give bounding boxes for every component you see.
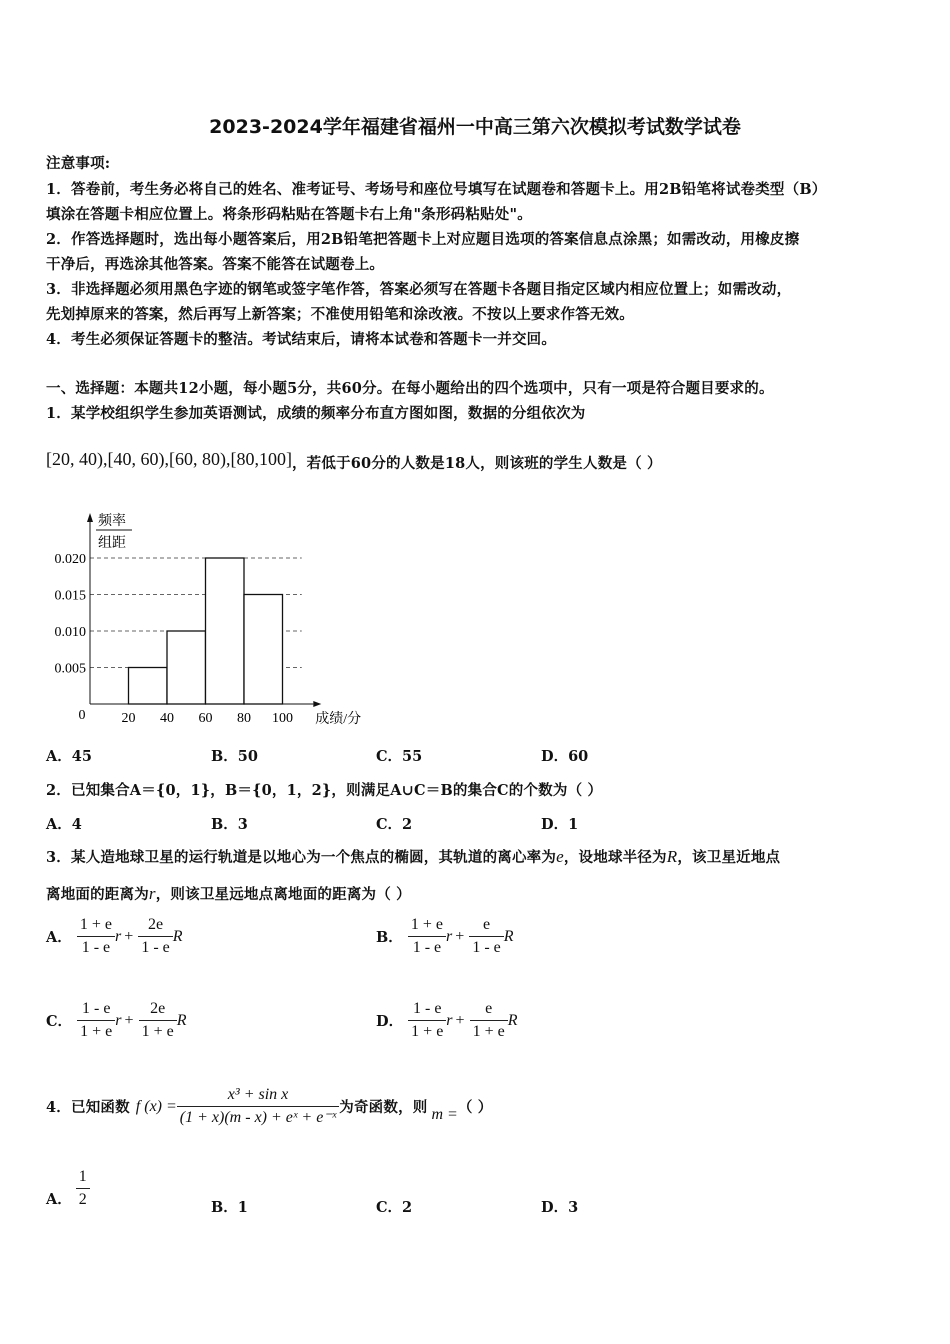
numerator: 1 + e bbox=[408, 914, 446, 937]
q4-stem-part: （ ） bbox=[457, 1099, 493, 1116]
histogram-bar bbox=[129, 668, 168, 705]
q1-option-a: A．45 bbox=[46, 748, 92, 765]
histogram-chart bbox=[40, 505, 370, 737]
section-heading: 一、选择题：本题共12小题，每小题5分，共60分。在每小题给出的四个选项中，只有一项是符合题目要求的。 bbox=[46, 380, 774, 397]
denominator: 1 - e bbox=[472, 939, 501, 956]
numerator: x³ + sin x bbox=[177, 1084, 339, 1107]
numerator: e bbox=[470, 998, 508, 1021]
q1-stem-rest: ，若低于60分的人数是18人，则该班的学生人数是（ ） bbox=[291, 455, 662, 472]
y-tick-label: 0.020 bbox=[54, 552, 86, 567]
y-tick-label: 0.005 bbox=[54, 661, 86, 677]
y-axis-label-bottom: 组距 bbox=[98, 536, 126, 551]
x-tick-label: 100 bbox=[272, 711, 293, 726]
option-label: D． bbox=[376, 1013, 404, 1030]
x-axis-label: 成绩/分 bbox=[315, 712, 362, 727]
q4-option-c: C．2 bbox=[376, 1199, 413, 1216]
q3-stem-line2 bbox=[46, 883, 411, 904]
fraction bbox=[77, 998, 115, 1043]
q1-option-d: D．60 bbox=[541, 748, 589, 765]
numerator: 1 - e bbox=[77, 998, 115, 1021]
q1-intervals: [20, 40),[40, 60),[60, 80),[80,100] bbox=[46, 449, 292, 469]
denominator: 1 - e bbox=[412, 939, 442, 956]
q3-stem-part: 离地面的距离为 bbox=[46, 886, 149, 903]
var: r bbox=[114, 928, 122, 945]
q3-stem-part: ，该卫星近地点 bbox=[677, 849, 781, 866]
q4-option-a bbox=[46, 1166, 90, 1211]
notice-line: 干净后，再选涂其他答案。答案不能答在试题卷上。 bbox=[46, 256, 385, 273]
notice-line: 2．作答选择题时，选出每小题答案后，用2B铅笔把答题卡上对应题目选项的答案信息点涂黑；如需改动，用橡皮擦 bbox=[46, 231, 800, 248]
denominator: 1 - e bbox=[81, 939, 111, 956]
notice-line: 先划掉原来的答案，然后再写上新答案；不准使用铅笔和涂改液。不按以上要求作答无效。 bbox=[46, 306, 634, 323]
operator: + bbox=[455, 928, 465, 945]
denominator: 1 + e bbox=[141, 1023, 174, 1040]
q2-option-d: D．1 bbox=[541, 816, 579, 833]
q4-fx: f (x) = bbox=[135, 1097, 177, 1115]
q3-var-e: e bbox=[556, 847, 564, 866]
q4-stem-part: 4．已知函数 bbox=[46, 1099, 130, 1116]
q3-var-R: R bbox=[666, 847, 678, 866]
q3-stem-part: ，设地球半径为 bbox=[563, 849, 667, 866]
fraction bbox=[470, 998, 508, 1043]
numerator: 2e bbox=[139, 998, 177, 1021]
q4-fraction bbox=[177, 1084, 339, 1129]
notice-line: 4．考生必须保证答题卡的整洁。考试结束后，请将本试卷和答题卡一并交回。 bbox=[46, 331, 557, 348]
y-axis-arrow bbox=[87, 513, 93, 522]
histogram-bar bbox=[244, 595, 283, 705]
denominator: (1 + x)(m - x) + eˣ + e⁻ˣ bbox=[179, 1109, 337, 1126]
var: r bbox=[446, 1012, 453, 1029]
x-tick-label: 40 bbox=[160, 711, 174, 726]
q2-option-c: C．2 bbox=[376, 816, 413, 833]
option-label: A． bbox=[46, 1191, 72, 1208]
histogram-bar bbox=[206, 558, 245, 704]
denominator: 1 + e bbox=[411, 1023, 444, 1040]
x-tick-label: 20 bbox=[121, 711, 136, 726]
option-label: A． bbox=[46, 929, 72, 946]
q1-stem: 1．某学校组织学生参加英语测试，成绩的频率分布直方图如图，数据的分组依次为 bbox=[46, 405, 586, 422]
q3-stem-part: ，则该卫星远地点离地面的距离为（ ） bbox=[155, 886, 411, 903]
q3-option-b bbox=[376, 914, 514, 959]
q3-stem-part: 3．某人造地球卫星的运行轨道是以地心为一个焦点的椭圆，其轨道的离心率为 bbox=[46, 849, 557, 866]
operator: + bbox=[455, 1012, 465, 1029]
q1-option-c: C．55 bbox=[376, 748, 423, 765]
numerator: 2e bbox=[138, 914, 172, 937]
y-tick-label: 0.015 bbox=[54, 588, 86, 604]
numerator: e bbox=[469, 914, 503, 937]
denominator: 1 - e bbox=[141, 939, 170, 956]
histogram-bar bbox=[167, 631, 206, 704]
q3-option-d bbox=[376, 998, 518, 1043]
option-label: B． bbox=[376, 929, 403, 946]
denominator: 1 + e bbox=[472, 1023, 505, 1040]
q2-stem: 2．已知集合A＝{0，1}，B＝{0，1，2}，则满足A∪C＝B的集合C的个数为（ ） bbox=[46, 782, 603, 799]
origin-label: 0 bbox=[78, 708, 86, 723]
notice-heading: 注意事项: bbox=[46, 155, 111, 172]
numerator: 1 bbox=[76, 1166, 90, 1189]
var: r bbox=[445, 928, 453, 945]
x-tick-label: 60 bbox=[198, 711, 213, 726]
notice-line: 填涂在答题卡相应位置上。将条形码粘贴在答题卡右上角"条形码粘贴处"。 bbox=[46, 206, 532, 223]
page-title: 2023-2024学年福建省福州一中高三第六次模拟考试数学试卷 bbox=[209, 116, 741, 138]
var: R bbox=[172, 928, 183, 945]
x-axis-arrow bbox=[313, 701, 321, 707]
denominator: 2 bbox=[78, 1191, 87, 1208]
var: R bbox=[503, 928, 514, 945]
operator: + bbox=[124, 928, 134, 945]
y-axis-label-top: 频率 bbox=[98, 514, 126, 529]
fraction bbox=[77, 914, 115, 959]
numerator: 1 + e bbox=[77, 914, 115, 937]
q4-option-b: B．1 bbox=[211, 1199, 248, 1216]
q2-option-b: B．3 bbox=[211, 816, 248, 833]
q1-stem-line2 bbox=[46, 449, 662, 470]
option-label: C． bbox=[46, 1013, 73, 1030]
q4-stem bbox=[46, 1084, 492, 1129]
q4-option-d: D．3 bbox=[541, 1199, 579, 1216]
notice-line: 1．答卷前，考生务必将自己的姓名、准考证号、考场号和座位号填写在试题卷和答题卡上。用2B铅笔将试卷类型（B） bbox=[46, 181, 827, 198]
var: R bbox=[176, 1012, 187, 1029]
q3-option-c bbox=[46, 998, 187, 1043]
fraction bbox=[138, 914, 172, 959]
q4-stem-part: 为奇函数，则 bbox=[339, 1099, 428, 1116]
var: r bbox=[115, 1012, 122, 1029]
y-tick-label: 0.010 bbox=[54, 625, 86, 640]
operator: + bbox=[124, 1012, 134, 1029]
fraction bbox=[469, 914, 503, 959]
q1-option-b: B．50 bbox=[211, 748, 258, 765]
q2-option-a: A．4 bbox=[46, 816, 82, 833]
fraction bbox=[408, 914, 446, 959]
denominator: 1 + e bbox=[80, 1023, 113, 1040]
x-tick-label: 80 bbox=[237, 711, 251, 726]
q3-stem-line1 bbox=[46, 846, 780, 867]
numerator: 1 - e bbox=[408, 998, 446, 1021]
fraction bbox=[408, 998, 446, 1043]
var: R bbox=[507, 1012, 518, 1029]
notice-line: 3．非选择题必须用黑色字迹的钢笔或签字笔作答，答案必须写在答题卡各题目指定区域内相应位置上；如需改动， bbox=[46, 281, 792, 298]
q3-option-a bbox=[46, 914, 183, 959]
fraction bbox=[139, 998, 177, 1043]
q4-m-eq: m = bbox=[431, 1105, 458, 1123]
fraction bbox=[76, 1166, 90, 1211]
q3-var-r: r bbox=[148, 884, 156, 903]
